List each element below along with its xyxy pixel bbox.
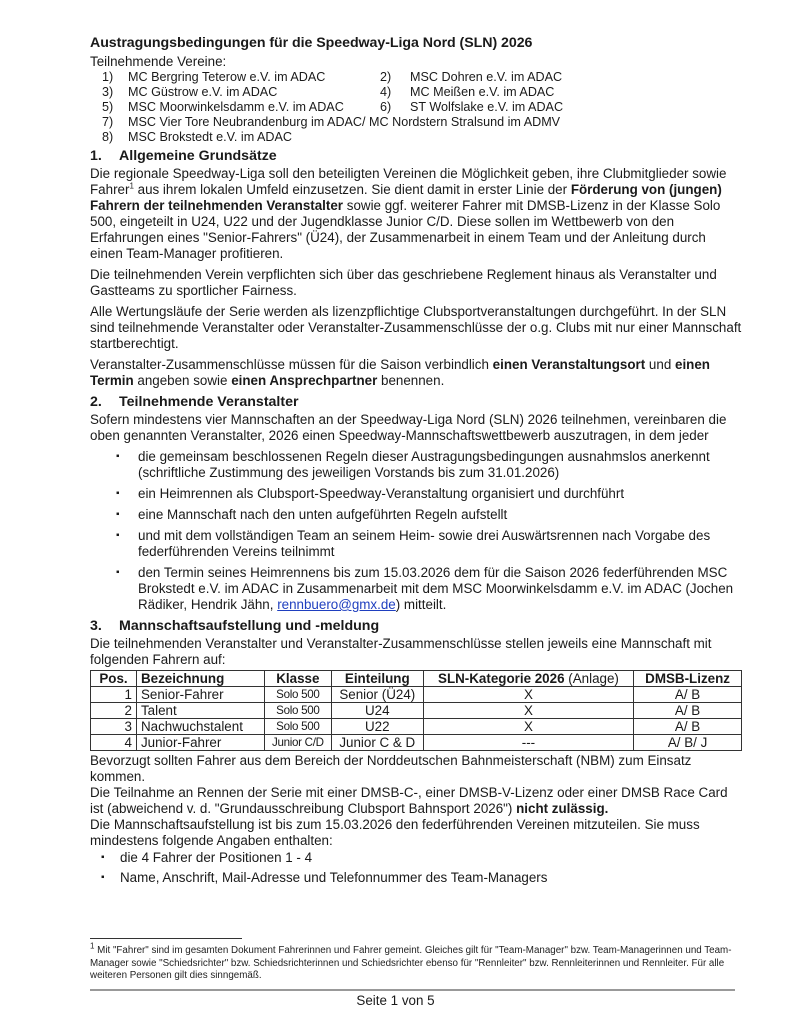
bullet-icon: ▪ xyxy=(116,530,120,541)
table-row xyxy=(91,687,742,703)
footnote-separator xyxy=(90,938,242,939)
clubs-row xyxy=(90,100,742,115)
document-title: Austragungsbedingungen für die Speedway-Liga Nord (SLN) 2026 xyxy=(90,35,533,51)
club-number: 1) xyxy=(102,70,114,84)
clubs-row xyxy=(90,85,742,100)
table-row xyxy=(91,735,742,751)
cell-bezeichnung: Talent xyxy=(136,703,264,719)
section-1-paragraph-4 xyxy=(90,357,742,389)
table-header-row xyxy=(91,671,742,687)
cell-lizenz: A/ B xyxy=(634,687,742,703)
bold-text: einen Ansprechpartner xyxy=(231,373,378,388)
clubs-row xyxy=(90,130,742,145)
list-item-text: eine Mannschaft nach den unten aufgeführten Regeln aufstellt xyxy=(138,507,508,522)
section-heading-1 xyxy=(90,147,742,165)
clubs-row xyxy=(90,70,742,85)
email-link[interactable]: rennbuero@gmx.de xyxy=(277,597,396,612)
section-number: 3. xyxy=(90,618,102,634)
bullet-icon: ▪ xyxy=(101,872,105,883)
cell-pos: 3 xyxy=(91,719,137,735)
section-1-paragraph-2: Die teilnehmenden Verein verpflichten sich über das geschriebene Reglement hinaus als Veranstalter und Gastteams zu sportlicher Fairness. xyxy=(90,267,717,298)
list-item-text: den Termin seines Heimrennens bis zum 15.03.2026 dem für die Saison 2026 federführenden MSC Brokstedt e.V. im ADAC in Zusammenarbeit mit dem MSC Moorwinkelsdamm e.V. im ADAC (Jochen Rädiker, Hendrik Jähn, xyxy=(138,565,734,612)
club-number: 8) xyxy=(102,130,114,144)
section-2-bullet-list xyxy=(90,449,742,613)
section-3-paragraph-3: Die Mannschaftsaufstellung ist bis zum 15.03.2026 den federführenden Vereinen mitzuteilen. Sie muss mindestens folgende Angaben enthalten: xyxy=(90,817,700,848)
club-number: 3) xyxy=(102,85,114,99)
bold-text: einen Veranstaltungsort xyxy=(492,357,646,372)
section-3-paragraph-1: Bevorzugt sollten Fahrer aus dem Bereich der Norddeutschen Bahnmeisterschaft (NBM) zum Einsatz kommen. xyxy=(90,753,692,784)
section-title: Teilnehmende Veranstalter xyxy=(119,394,299,410)
table-row xyxy=(91,719,742,735)
text-run: Die regionale Speedway-Liga soll den beteiligten Vereinen die Möglichkeit geben, ihre Clubmitglieder sowie Fahrer xyxy=(90,166,727,197)
section-number: 2. xyxy=(90,394,102,410)
club-name: MSC Dohren e.V. im ADAC xyxy=(410,70,563,84)
cell-einteilung: U24 xyxy=(331,703,423,719)
club-number: 4) xyxy=(380,85,392,99)
footnote-text: Mit "Fahrer" sind im gesamten Dokument Fahrerinnen und Fahrer gemeint. Gleiches gilt für "Team-Manager" bzw. Team-Managerinnen und Team-Manager sowie "Schiedsrichter" bzw. Schiedsrichterinnen und Schiedsrichter ebenso für "Rennleiter" bzw. Rennleiterinnen und Rennleiter. Für alle weiteren Personen gilt dies sinngemäß. xyxy=(90,945,732,981)
club-item xyxy=(380,85,554,100)
bold-text: Förderung von (jungen) Fahrern der teilnehmenden Veranstalter xyxy=(90,182,722,213)
section-2-intro: Sofern mindestens vier Mannschaften an der Speedway-Liga Nord (SLN) 2026 teilnehmen, vereinbaren die oben genannten Veranstalter, 2026 einen Speedway-Mannschaftswettbewerb auszutragen, in dem jeder xyxy=(90,412,727,443)
cell-kategorie: X xyxy=(423,687,633,703)
column-header-klasse: Klasse xyxy=(264,671,331,687)
text-run: benennen. xyxy=(377,373,445,388)
text-run: angeben sowie xyxy=(133,373,232,388)
club-name: MC Güstrow e.V. im ADAC xyxy=(128,85,278,99)
team-composition-table xyxy=(90,670,742,751)
cell-kategorie: --- xyxy=(423,735,633,751)
bullet-icon: ▪ xyxy=(116,509,120,520)
section-3-paragraph-2 xyxy=(90,785,742,817)
header-text: SLN-Kategorie 2026 xyxy=(438,671,565,686)
bold-text: nicht zulässig. xyxy=(516,801,609,816)
footer-separator xyxy=(90,989,735,991)
section-3-intro: Die teilnehmenden Veranstalter und Veranstalter-Zusammenschlüsse stellen jeweils eine Mannschaft mit folgenden Fahrern auf: xyxy=(90,636,712,667)
cell-kategorie: X xyxy=(423,703,633,719)
list-item xyxy=(90,507,742,523)
cell-einteilung: Junior C & D xyxy=(331,735,423,751)
club-item xyxy=(90,100,380,115)
list-item-text: ) mitteilt. xyxy=(395,597,447,612)
section-1-paragraph-1 xyxy=(90,166,742,262)
club-item xyxy=(380,70,562,85)
table-row xyxy=(91,703,742,719)
cell-lizenz: A/ B xyxy=(634,703,742,719)
cell-klasse: Solo 500 xyxy=(264,687,331,703)
list-item-text: und mit dem vollständigen Team an seinem Heim- sowie drei Auswärtsrennen nach Vorgabe des federführenden Vereins teilnimmt xyxy=(138,528,711,559)
club-item xyxy=(90,85,380,100)
section-3-bullet-list xyxy=(90,850,742,886)
text-run: und xyxy=(645,357,675,372)
bullet-icon: ▪ xyxy=(116,451,120,462)
text-run: aus ihrem lokalen Umfeld einzusetzen. Sie dient damit in erster Linie der xyxy=(133,182,571,197)
club-name: MC Meißen e.V. im ADAC xyxy=(410,85,555,99)
list-item xyxy=(90,870,742,886)
section-1-paragraph-3: Alle Wertungsläufe der Serie werden als lizenzpflichtige Clubsportveranstaltungen durchgeführt. In der SLN sind teilnehmende Veranstalter oder Veranstalter-Zusammenschlüsse der o.g. Clubs mit nur einer Mannschaft startberechtigt. xyxy=(90,304,742,351)
cell-klasse: Solo 500 xyxy=(264,719,331,735)
list-item xyxy=(90,850,742,866)
cell-bezeichnung: Nachwuchstalent xyxy=(136,719,264,735)
cell-klasse: Solo 500 xyxy=(264,703,331,719)
clubs-label: Teilnehmende Vereine: xyxy=(90,54,227,69)
cell-klasse: Junior C/D xyxy=(264,735,331,751)
club-number: 7) xyxy=(102,115,114,129)
column-header-einteilung: Einteilung xyxy=(331,671,423,687)
cell-kategorie: X xyxy=(423,719,633,735)
cell-einteilung: U22 xyxy=(331,719,423,735)
club-name: MSC Vier Tore Neubrandenburg im ADAC/ MC Nordstern Stralsund im ADMV xyxy=(128,115,561,129)
bullet-icon: ▪ xyxy=(116,488,120,499)
club-item xyxy=(90,130,292,145)
text-run: Veranstalter-Zusammenschlüsse müssen für die Saison verbindlich xyxy=(90,357,493,372)
cell-bezeichnung: Junior-Fahrer xyxy=(136,735,264,751)
clubs-list xyxy=(90,70,742,145)
cell-lizenz: A/ B/ J xyxy=(634,735,742,751)
list-item xyxy=(90,486,742,502)
list-item xyxy=(90,449,742,481)
cell-pos: 1 xyxy=(91,687,137,703)
club-number: 6) xyxy=(380,100,392,114)
footnote xyxy=(90,941,740,983)
list-item-text: Name, Anschrift, Mail-Adresse und Telefonnummer des Team-Managers xyxy=(120,870,548,885)
list-item xyxy=(90,565,742,613)
club-name: ST Wolfslake e.V. im ADAC xyxy=(410,100,564,114)
list-item-text: ein Heimrennen als Clubsport-Speedway-Veranstaltung organisiert und durchführt xyxy=(138,486,625,501)
club-item xyxy=(380,100,563,115)
footnote-reference[interactable]: 1 xyxy=(129,181,134,191)
cell-einteilung: Senior (Ü24) xyxy=(331,687,423,703)
section-title: Allgemeine Grundsätze xyxy=(119,148,277,164)
list-item-text: die gemeinsam beschlossenen Regeln dieser Austragungsbedingungen ausnahmslos anerkennt (schriftliche Zustimmung des jeweiligen Vorstands bis zum 31.01.2026) xyxy=(138,449,710,480)
club-item xyxy=(90,115,560,130)
club-name: MSC Moorwinkelsdamm e.V. im ADAC xyxy=(128,100,344,114)
page-number: Seite 1 von 5 xyxy=(356,993,435,1008)
section-title: Mannschaftsaufstellung und -meldung xyxy=(119,618,380,634)
bold-text: einen Termin xyxy=(90,357,710,388)
list-item xyxy=(90,528,742,560)
column-header-lizenz: DMSB-Lizenz xyxy=(634,671,742,687)
section-heading-2 xyxy=(90,393,742,411)
bullet-icon: ▪ xyxy=(101,852,105,863)
list-item-text: die 4 Fahrer der Positionen 1 - 4 xyxy=(120,850,313,865)
section-number: 1. xyxy=(90,148,102,164)
column-header-kategorie xyxy=(423,671,633,687)
cell-lizenz: A/ B xyxy=(634,719,742,735)
column-header-bezeichnung: Bezeichnung xyxy=(136,671,264,687)
text-run: sowie ggf. weiterer Fahrer mit DMSB-Lizenz in der Klasse Solo 500, eingeteilt in U24, U22 und der Jugendklasse Junior C/D. Diese sollen im Wettbewerb von den Erfahrungen eines "Senior-Fahrers" (Ü24), der Zusammenarbeit in einem Team und der Anleitung durch einen Team-Manager profitieren. xyxy=(90,198,721,261)
clubs-row xyxy=(90,115,742,130)
cell-pos: 4 xyxy=(91,735,137,751)
footnote-mark: 1 xyxy=(90,941,95,951)
cell-bezeichnung: Senior-Fahrer xyxy=(136,687,264,703)
document-page xyxy=(90,34,742,890)
club-name: MSC Brokstedt e.V. im ADAC xyxy=(128,130,293,144)
bullet-icon: ▪ xyxy=(116,567,120,578)
cell-pos: 2 xyxy=(91,703,137,719)
club-number: 2) xyxy=(380,70,392,84)
text-run: Die Teilnahme an Rennen der Serie mit einer DMSB-C-, einer DMSB-V-Lizenz oder einer DMSB Race Card ist (abweichend v. d. "Grundausschreibung Clubsport Bahnsport 2026") xyxy=(90,785,728,816)
club-name: MC Bergring Teterow e.V. im ADAC xyxy=(128,70,326,84)
club-item xyxy=(90,70,380,85)
section-heading-3 xyxy=(90,617,742,635)
club-number: 5) xyxy=(102,100,114,114)
header-text-annotation: (Anlage) xyxy=(564,671,619,686)
column-header-pos: Pos. xyxy=(91,671,137,687)
